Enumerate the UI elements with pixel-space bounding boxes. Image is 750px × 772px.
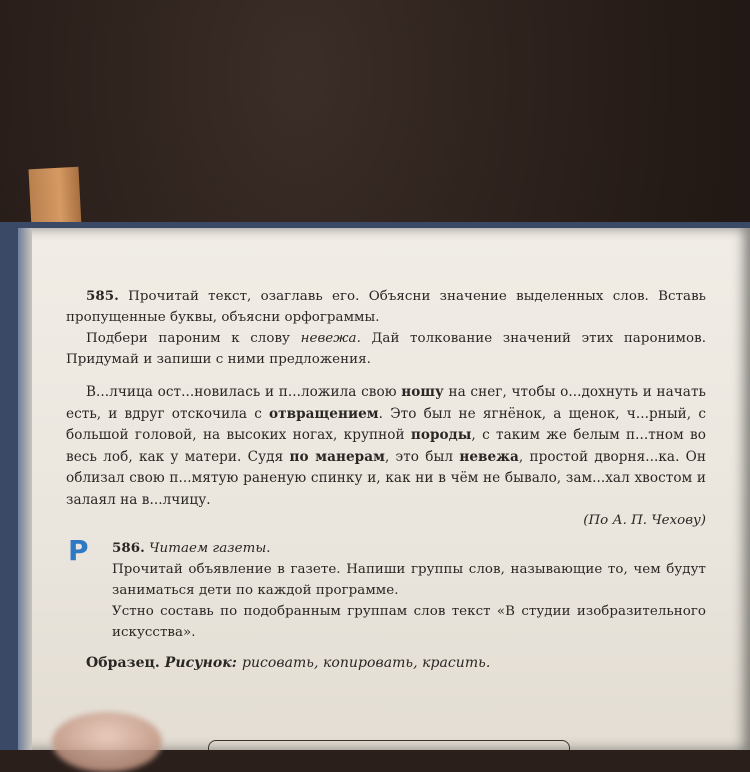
task-586-line-2: Устно составь по подобранным группам слов текст «В студии изобразительного искусства». (112, 604, 706, 640)
subtask-text-2: . Дай толкование значений этих паронимов. Придумай и запиши с ними предложения. (66, 331, 706, 367)
task-585-text: Прочитай текст, озаглавь его. Объясни значение выделенных слов. Вставь пропущенные буквы, объясни орфограммы. (66, 289, 706, 325)
task-586-title: Читаем газеты. (149, 541, 271, 556)
highlighted-word-noshu: ношу (401, 384, 444, 400)
subtask-word: невежа (300, 331, 357, 346)
task-585-instruction (66, 286, 706, 328)
page-content (66, 286, 706, 674)
highlighted-word-po-maneram: по манерам (289, 448, 385, 465)
sample-label: Образец. (86, 655, 160, 671)
task-586-line-1: Прочитай объявление в газете. Напиши группы слов, называющие то, чем будут заниматься дети по каждой программе. (112, 562, 706, 598)
highlighted-word-nevezha: невежа (459, 448, 519, 465)
task-586 (66, 534, 706, 643)
sample-rest: рисовать, копировать, красить. (241, 655, 491, 671)
highlighted-word-otvrashcheniem: отвращением (269, 405, 379, 422)
task-585-number: 585. (86, 288, 119, 304)
subtask-text-1: Подбери пароним к слову (86, 331, 301, 346)
sample-word: Рисунок: (164, 655, 237, 671)
story-part-4: , с таким же белым п...тном во весь лоб, как у матери. Судя (66, 427, 706, 465)
task-586-number: 586. (112, 540, 145, 556)
finger-blur (52, 712, 162, 772)
newspaper-box-frame (208, 740, 570, 750)
highlighted-word-porody: породы (410, 427, 472, 443)
task-586-heading (112, 538, 706, 559)
story-part-1: В...лчица ост...новилась и п...ложила свою (86, 384, 402, 400)
story-source: (По А. П. Чехову) (583, 513, 706, 528)
story-part-5: , это был (384, 448, 460, 465)
story-part-2: на снег, чтобы о...дохнуть и начать есть, и вдруг отскочила с (66, 384, 706, 422)
textbook-page (18, 228, 750, 750)
sample-line (66, 653, 706, 674)
task-585-subtask (66, 328, 706, 370)
story-text (66, 382, 706, 511)
story-part-6: , простой дворня...ка. Он облизал свою п...мятую раненую спинку и, как ни в чём не бывало, зам...хал хвостом и залаял на в...лчицу. (66, 448, 706, 508)
task-marker-r: Р (68, 534, 89, 567)
bookmark-tab (28, 167, 81, 230)
story-part-3: . Это был не ягнёнок, а щенок, ч...рный, с большой головой, на высоких ногах, крупной (66, 405, 706, 443)
